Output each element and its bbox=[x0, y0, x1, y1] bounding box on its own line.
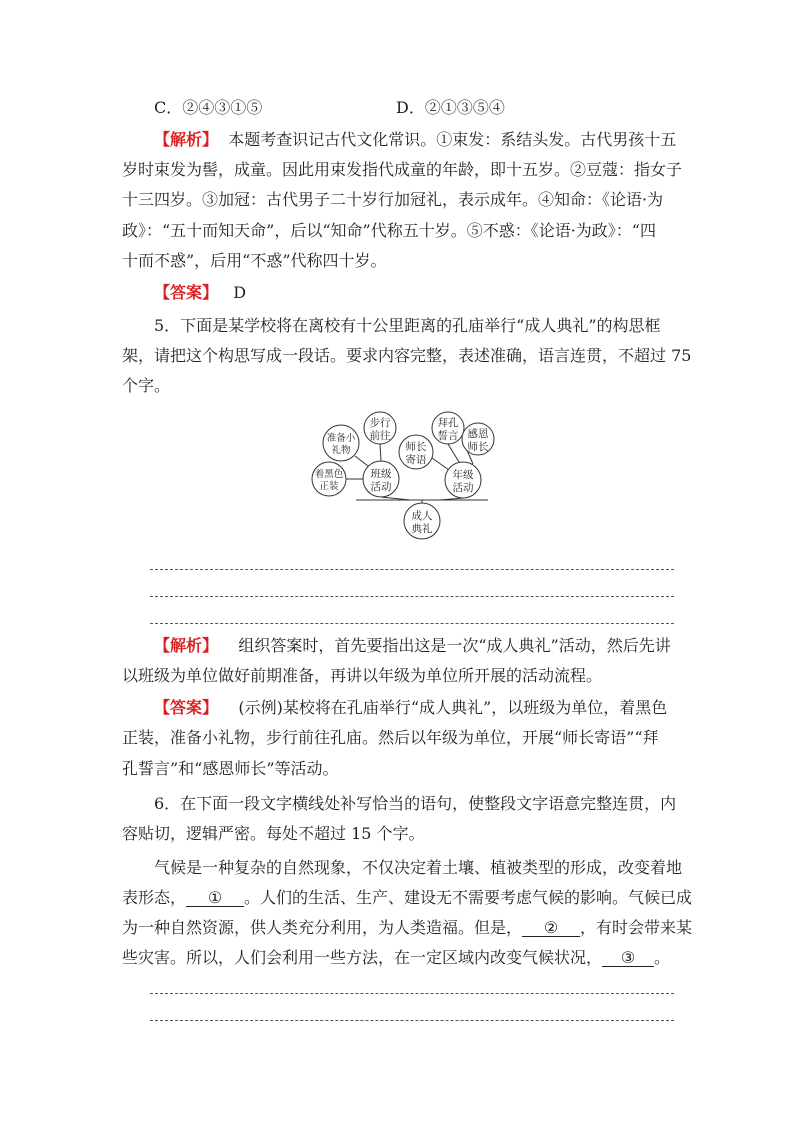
blank-1[interactable]: ① bbox=[186, 889, 244, 907]
answer-line-4[interactable] bbox=[150, 993, 674, 994]
node-ceremony-label-1: 成人 bbox=[411, 510, 433, 522]
q6-passage-line-2: 表形态， ① 。人们的生活、生产、建设无不需要考虑气候的影响。气候已成 bbox=[122, 888, 693, 907]
analysis-tag: 【解析】 bbox=[154, 130, 219, 149]
q5-question-line-3: 个字。 bbox=[122, 376, 171, 395]
node-walk-label-2: 前往 bbox=[369, 430, 391, 442]
connector-teacher-grade bbox=[432, 458, 449, 470]
node-oath-label-2: 誓言 bbox=[437, 430, 459, 442]
q6-passage-line-1: 气候是一种复杂的自然现象，不仅决定着土壤、植被类型的形成，改变着地 bbox=[154, 858, 683, 877]
answer-line-2[interactable] bbox=[150, 596, 674, 597]
q6-passage-line-4: 些灾害。所以，人们会利用一些方法，在一定区域内改变气候状况， ③ 。 bbox=[122, 948, 671, 967]
node-class-label-2: 活动 bbox=[370, 481, 392, 493]
node-walk-label-1: 步行 bbox=[369, 417, 391, 429]
node-oath-label-1: 拜孔 bbox=[437, 417, 459, 429]
answer-line-5[interactable] bbox=[150, 1020, 674, 1021]
node-gift-label-2: 礼物 bbox=[331, 445, 351, 456]
node-class-label-1: 班级 bbox=[370, 468, 392, 480]
ceremony-diagram bbox=[310, 404, 490, 544]
q5-question-line-2: 架，请把这个构思写成一段话。要求内容完整，表述准确，语言连贯，不超过 75 bbox=[122, 346, 692, 365]
node-grade-label-2: 活动 bbox=[452, 482, 474, 494]
q5-analysis-line-2: 以班级为单位做好前期准备，再讲以年级为单位所开展的活动流程。 bbox=[122, 666, 603, 685]
q5-analysis-line-1: 【解析】 组织答案时，首先要指出这是一次“成人典礼”活动，然后先讲 bbox=[154, 636, 671, 655]
node-gratitude-label-1: 感恩 bbox=[467, 428, 489, 440]
connector-gift-class bbox=[355, 456, 368, 466]
node-attire-label-1: 着黑色 bbox=[314, 469, 344, 480]
node-teacher-words-label-1: 师长 bbox=[405, 441, 427, 453]
answer-tag: 【答案】 bbox=[154, 698, 219, 717]
node-gift-label-1: 准备小 bbox=[326, 433, 356, 444]
q4-analysis-line-5: 十而不惑”，后用“不惑”代称四十岁。 bbox=[122, 251, 387, 270]
node-gratitude-label-2: 师长 bbox=[467, 441, 489, 453]
q5-answer-line-2: 正装，准备小礼物，步行前往孔庙。然后以年级为单位，开展“师长寄语”“拜 bbox=[122, 728, 659, 747]
q6-question-line-2: 容贴切，逻辑严密。每处不超过 15 个字。 bbox=[122, 824, 425, 843]
answer-line-3[interactable] bbox=[150, 623, 674, 624]
q4-analysis-line-3: 十三四岁。③加冠：古代男子二十岁行加冠礼，表示成年。④知命：《论语·为 bbox=[122, 190, 664, 209]
analysis-tag: 【解析】 bbox=[154, 636, 219, 655]
answer-line-1[interactable] bbox=[150, 569, 674, 570]
q4-analysis-line-4: 政》：“五十而知天命”，后以“知命”代称五十岁。⑤不惑：《论语·为政》：“四 bbox=[122, 221, 656, 240]
q5-question-line-1: 5．下面是某学校将在离校有十公里距离的孔庙举行“成人典礼”的构思框 bbox=[154, 316, 661, 335]
node-class bbox=[363, 461, 399, 497]
node-ceremony bbox=[404, 503, 440, 539]
node-gratitude bbox=[462, 423, 494, 455]
blank-3[interactable]: ③ bbox=[602, 949, 654, 967]
node-teacher-words-label-2: 寄语 bbox=[405, 454, 427, 466]
answer-tag: 【答案】 bbox=[154, 283, 219, 302]
node-attire-label-2: 正装 bbox=[319, 481, 339, 492]
node-oath bbox=[432, 412, 464, 444]
node-grade-label-1: 年级 bbox=[452, 469, 474, 481]
q5-answer-line-1: 【答案】 (示例)某校将在孔庙举行“成人典礼”，以班级为单位，着黑色 bbox=[154, 698, 668, 717]
connector-walk-class bbox=[380, 444, 381, 461]
blank-2[interactable]: ② bbox=[522, 919, 580, 937]
node-gift bbox=[323, 425, 359, 461]
q4-analysis-line-1: 【解析】 本题考查识记古代文化常识。①束发：系结头发。古代男孩十五 bbox=[154, 130, 677, 149]
node-teacher-words bbox=[399, 435, 433, 469]
option-d: D．②①③⑤④ bbox=[396, 98, 505, 117]
node-attire bbox=[312, 462, 346, 496]
node-ceremony-label-2: 典礼 bbox=[411, 523, 433, 535]
option-c: C．②④③①⑤ bbox=[154, 98, 263, 117]
node-grade bbox=[445, 462, 481, 498]
q5-answer-line-3: 孔誓言”和“感恩师长”等活动。 bbox=[122, 759, 339, 778]
q6-question-line-1: 6．在下面一段文字横线处补写恰当的语句，使整段文字语意完整连贯，内 bbox=[154, 794, 677, 813]
q4-analysis-line-2: 岁时束发为髻，成童。因此用束发指代成童的年龄，即十五岁。②豆蔻：指女子 bbox=[122, 160, 683, 179]
diagram-nodes bbox=[312, 412, 494, 539]
node-walk bbox=[364, 412, 396, 444]
q4-answer: 【答案】 D bbox=[154, 283, 247, 302]
q6-passage-line-3: 为一种自然资源，供人类充分利用，为人类造福。但是， ② ，有时会带来某 bbox=[122, 918, 693, 937]
connector-oath-grade bbox=[448, 444, 459, 462]
